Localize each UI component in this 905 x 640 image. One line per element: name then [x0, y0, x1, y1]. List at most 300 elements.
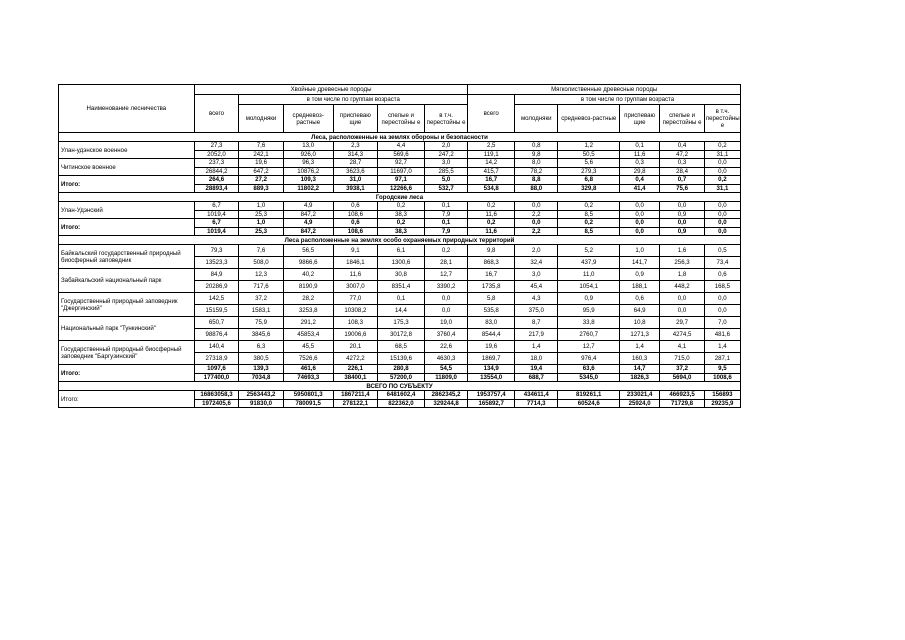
cell-area: 16863058,3	[194, 391, 239, 400]
cell-area: 12,3	[239, 269, 284, 281]
cell-volume: 287,1	[704, 353, 740, 365]
cell-area: 0,2	[704, 142, 740, 151]
cell-volume: 47,2	[660, 150, 705, 159]
section-title-row	[59, 236, 741, 245]
cell-volume: 7526,6	[283, 353, 333, 365]
cell-area: 6,8	[558, 176, 620, 185]
forest-stock-table-sheet	[58, 84, 741, 408]
cell-area: 12,7	[558, 341, 620, 353]
header-conif-ripe: спелые и перестойны е	[378, 105, 425, 133]
table-row	[59, 391, 741, 400]
cell-area: 19,0	[424, 317, 468, 329]
table-row	[59, 269, 741, 281]
cell-area: 109,3	[283, 176, 333, 185]
cell-volume: 7034,8	[239, 373, 284, 382]
cell-volume: 1008,6	[704, 373, 740, 382]
cell-volume: 976,4	[558, 353, 620, 365]
cell-volume: 1054,1	[558, 281, 620, 293]
cell-area: 0,2	[558, 202, 620, 211]
cell-volume: 20286,9	[194, 281, 239, 293]
cell-volume: 64,9	[619, 305, 659, 317]
cell-volume: 1019,4	[194, 210, 239, 219]
table-row	[59, 142, 741, 151]
cell-area: 0,0	[619, 202, 659, 211]
cell-area: 92,7	[378, 159, 425, 168]
cell-volume: 1300,6	[378, 257, 425, 269]
cell-volume: 329244,8	[424, 399, 468, 408]
table-row	[59, 365, 741, 374]
cell-volume: 25924,0	[619, 399, 659, 408]
cell-volume: 8,5	[558, 227, 620, 236]
cell-area: 280,8	[378, 365, 425, 374]
cell-area: 14,7	[619, 365, 659, 374]
cell-volume: 0,0	[424, 305, 468, 317]
cell-area: 0,3	[619, 159, 659, 168]
cell-area: 226,1	[333, 365, 378, 374]
cell-volume: 45853,4	[283, 329, 333, 341]
cell-area: 1,0	[239, 202, 284, 211]
cell-volume: 15159,5	[194, 305, 239, 317]
cell-volume: 11802,2	[283, 184, 333, 193]
cell-area: 0,6	[619, 293, 659, 305]
cell-volume: 7,9	[424, 227, 468, 236]
cell-area: 233021,4	[619, 391, 659, 400]
cell-volume: 91830,0	[239, 399, 284, 408]
cell-volume: 31,1	[704, 150, 740, 159]
cell-volume: 25,3	[239, 227, 284, 236]
cell-area: 96,3	[283, 159, 333, 168]
cell-area: 1,4	[704, 341, 740, 353]
cell-area: 108,3	[333, 317, 378, 329]
cell-volume: 3253,8	[283, 305, 333, 317]
cell-area: 6481602,4	[378, 391, 425, 400]
cell-area: 1097,6	[194, 365, 239, 374]
cell-area: 54,5	[424, 365, 468, 374]
cell-volume: 3623,6	[333, 167, 378, 176]
cell-volume: 141,7	[619, 257, 659, 269]
cell-volume: 247,2	[424, 150, 468, 159]
cell-area: 0,6	[333, 202, 378, 211]
cell-area: 0,9	[619, 269, 659, 281]
cell-volume: 532,7	[424, 184, 468, 193]
cell-volume: 0,9	[660, 210, 705, 219]
cell-area: 13,0	[283, 142, 333, 151]
cell-volume: 10308,2	[333, 305, 378, 317]
cell-volume: 8351,4	[378, 281, 425, 293]
cell-area: 140,4	[194, 341, 239, 353]
cell-area: 0,0	[515, 202, 558, 211]
table-row	[59, 159, 741, 168]
header-soft-incl: в т.ч. перестойны е	[704, 105, 740, 133]
cell-volume: 0,0	[704, 227, 740, 236]
cell-volume: 278122,1	[333, 399, 378, 408]
cell-volume: 1972405,6	[194, 399, 239, 408]
cell-area: 0,2	[378, 202, 425, 211]
cell-volume: 9,8	[515, 150, 558, 159]
cell-area: 0,7	[660, 176, 705, 185]
cell-area: 0,3	[660, 159, 705, 168]
cell-volume: 71729,8	[660, 399, 705, 408]
cell-volume: 217,9	[515, 329, 558, 341]
cell-area: 466923,5	[660, 391, 705, 400]
header-soft-total: всего	[468, 95, 515, 133]
cell-volume: 74693,3	[283, 373, 333, 382]
section-title-row	[59, 382, 741, 391]
cell-area: 0,0	[704, 293, 740, 305]
cell-volume: 1019,4	[194, 227, 239, 236]
cell-volume: 75,6	[660, 184, 705, 193]
cell-volume: 30172,8	[378, 329, 425, 341]
forestry-name: Читинское военное	[59, 159, 195, 176]
cell-volume: 5345,0	[558, 373, 620, 382]
cell-area: 2862345,2	[424, 391, 468, 400]
cell-area: 0,5	[704, 245, 740, 257]
cell-area: 4,9	[283, 202, 333, 211]
cell-volume: 28,1	[424, 257, 468, 269]
cell-volume: 7,9	[424, 210, 468, 219]
cell-volume: 28893,4	[194, 184, 239, 193]
cell-area: 0,1	[424, 219, 468, 228]
cell-area: 156893	[704, 391, 740, 400]
cell-volume: 508,0	[239, 257, 284, 269]
cell-area: 9,5	[704, 365, 740, 374]
cell-area: 142,5	[194, 293, 239, 305]
cell-area: 33,8	[558, 317, 620, 329]
cell-area: 1867211,4	[333, 391, 378, 400]
cell-area: 0,0	[619, 219, 659, 228]
header-softleaved: Мягколиственные древесные породы	[468, 85, 741, 95]
cell-area: 4,4	[378, 142, 425, 151]
cell-area: 16,7	[468, 269, 515, 281]
table-header	[59, 85, 741, 133]
cell-volume: 822362,0	[378, 399, 425, 408]
cell-volume: 1846,1	[333, 257, 378, 269]
cell-area: 0,4	[660, 142, 705, 151]
cell-volume: 8,5	[558, 210, 620, 219]
forestry-name: Национальный парк "Тункинский"	[59, 317, 195, 341]
section-title-row	[59, 133, 741, 142]
cell-area: 0,2	[558, 219, 620, 228]
cell-area: 8,8	[515, 176, 558, 185]
cell-area: 83,0	[468, 317, 515, 329]
cell-area: 1,8	[660, 269, 705, 281]
cell-area: 45,5	[283, 341, 333, 353]
cell-volume: 314,3	[333, 150, 378, 159]
cell-volume: 0,0	[704, 210, 740, 219]
cell-area: 11,6	[333, 269, 378, 281]
cell-volume: 108,6	[333, 210, 378, 219]
cell-area: 650,7	[194, 317, 239, 329]
cell-area: 1,0	[619, 245, 659, 257]
cell-volume: 285,5	[424, 167, 468, 176]
cell-volume: 38,3	[378, 227, 425, 236]
cell-volume: 375,0	[515, 305, 558, 317]
cell-area: 0,2	[468, 202, 515, 211]
cell-area: 79,3	[194, 245, 239, 257]
cell-area: 28,7	[333, 159, 378, 168]
cell-volume: 717,6	[239, 281, 284, 293]
cell-area: 2,0	[424, 142, 468, 151]
cell-area: 0,6	[333, 219, 378, 228]
cell-area: 7,6	[239, 142, 284, 151]
cell-area: 264,6	[194, 176, 239, 185]
table-body	[59, 133, 741, 408]
cell-volume: 8544,4	[468, 329, 515, 341]
cell-area: 8,7	[515, 317, 558, 329]
cell-volume: 3760,4	[424, 329, 468, 341]
cell-volume: 3845,6	[239, 329, 284, 341]
cell-area: 6,1	[378, 245, 425, 257]
table-row	[59, 202, 741, 211]
cell-volume: 29235,9	[704, 399, 740, 408]
cell-area: 97,1	[378, 176, 425, 185]
cell-area: 4,1	[660, 341, 705, 353]
cell-volume: 868,3	[468, 257, 515, 269]
cell-area: 9,8	[468, 245, 515, 257]
cell-area: 1,2	[558, 142, 620, 151]
cell-area: 0,2	[468, 219, 515, 228]
header-conif-middle: средневоз-растные	[283, 105, 333, 133]
cell-area: 40,2	[283, 269, 333, 281]
cell-volume: 13554,0	[468, 373, 515, 382]
cell-area: 20,1	[333, 341, 378, 353]
cell-area: 819261,1	[558, 391, 620, 400]
cell-volume: 38400,1	[333, 373, 378, 382]
cell-volume: 13523,3	[194, 257, 239, 269]
forestry-name: Государственный природный биосферный заповедник "Баргузинский"	[59, 341, 195, 365]
cell-volume: 3007,0	[333, 281, 378, 293]
cell-area: 6,7	[194, 202, 239, 211]
cell-volume: 31,1	[704, 184, 740, 193]
cell-area: 175,3	[378, 317, 425, 329]
cell-area: 10,8	[619, 317, 659, 329]
cell-area: 0,6	[704, 269, 740, 281]
cell-area: 75,9	[239, 317, 284, 329]
forestry-name: Улан-удэнское военное	[59, 142, 195, 159]
cell-volume: 242,1	[239, 150, 284, 159]
cell-area: 30,8	[378, 269, 425, 281]
cell-volume: 165892,7	[468, 399, 515, 408]
header-conif-total: всего	[194, 95, 239, 133]
section-title: Леса, расположенные на землях обороны и безопасности	[59, 133, 741, 142]
cell-volume: 10876,2	[283, 167, 333, 176]
header-name-col: Наименование лесничества	[59, 85, 195, 133]
cell-volume: 2,2	[515, 227, 558, 236]
cell-volume: 1271,3	[619, 329, 659, 341]
cell-area: 0,1	[619, 142, 659, 151]
header-conif-incl: в т.ч. перестойны е	[424, 105, 468, 133]
cell-area: 0,4	[619, 176, 659, 185]
cell-area: 134,9	[468, 365, 515, 374]
cell-area: 0,0	[660, 202, 705, 211]
cell-area: 0,0	[515, 219, 558, 228]
cell-area: 84,9	[194, 269, 239, 281]
cell-area: 3,0	[515, 269, 558, 281]
table-row	[59, 341, 741, 353]
cell-volume: 847,2	[283, 227, 333, 236]
header-coniferous: Хвойные древесные породы	[194, 85, 468, 95]
header-soft-ripe: спелые и перестойны е	[660, 105, 705, 133]
cell-volume: 88,0	[515, 184, 558, 193]
cell-area: 7,0	[704, 317, 740, 329]
cell-area: 5,2	[558, 245, 620, 257]
table-row	[59, 317, 741, 329]
cell-volume: 57200,0	[378, 373, 425, 382]
cell-area: 0,2	[704, 176, 740, 185]
cell-volume: 78,2	[515, 167, 558, 176]
section-title: Леса расположенные на землях особо охраняемых природных территорий	[59, 236, 741, 245]
cell-volume: 0,0	[704, 167, 740, 176]
cell-volume: 26844,2	[194, 167, 239, 176]
cell-volume: 5694,0	[660, 373, 705, 382]
cell-area: 291,2	[283, 317, 333, 329]
cell-area: 5950801,3	[283, 391, 333, 400]
table-row	[59, 176, 741, 185]
cell-volume: 12266,6	[378, 184, 425, 193]
cell-area: 37,2	[660, 365, 705, 374]
cell-volume: 15139,6	[378, 353, 425, 365]
cell-volume: 18,0	[515, 353, 558, 365]
cell-volume: 11697,0	[378, 167, 425, 176]
cell-area: 14,2	[468, 159, 515, 168]
cell-area: 27,2	[239, 176, 284, 185]
cell-volume: 1583,1	[239, 305, 284, 317]
cell-volume: 160,3	[619, 353, 659, 365]
cell-volume: 3938,1	[333, 184, 378, 193]
cell-volume: 534,8	[468, 184, 515, 193]
cell-area: 6,7	[194, 219, 239, 228]
cell-volume: 60524,6	[558, 399, 620, 408]
forestry-name: Забайкальский национальный парк	[59, 269, 195, 293]
cell-volume: 329,8	[558, 184, 620, 193]
header-conif-maturing: приспеваю щие	[333, 105, 378, 133]
header-conif-by-age: в том числе по группам возраста	[239, 95, 468, 105]
cell-area: 0,0	[424, 293, 468, 305]
cell-volume: 0,0	[660, 305, 705, 317]
cell-area: 0,0	[660, 293, 705, 305]
header-soft-maturing: приспеваю щие	[619, 105, 659, 133]
cell-area: 63,6	[558, 365, 620, 374]
cell-volume: 25,3	[239, 210, 284, 219]
cell-area: 9,1	[333, 245, 378, 257]
cell-volume: 73,4	[704, 257, 740, 269]
forestry-name: Итого:	[59, 391, 195, 408]
cell-volume: 1826,3	[619, 373, 659, 382]
cell-area: 0,0	[660, 219, 705, 228]
cell-volume: 11,6	[619, 150, 659, 159]
cell-volume: 2760,7	[558, 329, 620, 341]
cell-area: 7,6	[239, 245, 284, 257]
cell-area: 77,0	[333, 293, 378, 305]
cell-volume: 0,9	[660, 227, 705, 236]
forestry-name: Государственный природный заповедник "Джергинский"	[59, 293, 195, 317]
cell-area: 2,5	[468, 142, 515, 151]
cell-volume: 28,4	[660, 167, 705, 176]
cell-volume: 1735,8	[468, 281, 515, 293]
cell-area: 6,3	[239, 341, 284, 353]
cell-volume: 2,2	[515, 210, 558, 219]
cell-volume: 2052,0	[194, 150, 239, 159]
cell-volume: 29,8	[619, 167, 659, 176]
cell-area: 0,1	[378, 293, 425, 305]
cell-volume: 715,0	[660, 353, 705, 365]
cell-volume: 481,6	[704, 329, 740, 341]
forestry-name: Байкальский государственный природный биосферный заповедник	[59, 245, 195, 269]
cell-volume: 19006,6	[333, 329, 378, 341]
cell-volume: 0,0	[704, 305, 740, 317]
cell-area: 22,6	[424, 341, 468, 353]
cell-volume: 50,5	[558, 150, 620, 159]
cell-volume: 177400,0	[194, 373, 239, 382]
header-conif-young: молодняки	[239, 105, 284, 133]
cell-area: 3,0	[424, 159, 468, 168]
cell-area: 0,8	[515, 142, 558, 151]
cell-area: 4,9	[283, 219, 333, 228]
table-row	[59, 219, 741, 228]
forestry-name: Итого:	[59, 176, 195, 193]
cell-volume: 32,4	[515, 257, 558, 269]
cell-area: 1953757,4	[468, 391, 515, 400]
cell-area: 461,6	[283, 365, 333, 374]
cell-area: 31,0	[333, 176, 378, 185]
cell-volume: 8190,9	[283, 281, 333, 293]
cell-volume: 4630,3	[424, 353, 468, 365]
cell-area: 0,0	[704, 202, 740, 211]
cell-area: 2,3	[333, 142, 378, 151]
cell-volume: 0,0	[619, 227, 659, 236]
cell-volume: 7714,3	[515, 399, 558, 408]
forestry-name: Итого:	[59, 219, 195, 236]
cell-area: 28,2	[283, 293, 333, 305]
section-title: ВСЕГО ПО СУБЪЕКТУ	[59, 382, 741, 391]
cell-area: 0,2	[424, 245, 468, 257]
cell-volume: 1869,7	[468, 353, 515, 365]
cell-volume: 168,5	[704, 281, 740, 293]
cell-volume: 27318,9	[194, 353, 239, 365]
cell-area: 0,0	[704, 219, 740, 228]
header-soft-middle: средневоз-растные	[558, 105, 620, 133]
cell-area: 12,7	[424, 269, 468, 281]
cell-area: 68,5	[378, 341, 425, 353]
cell-area: 27,3	[194, 142, 239, 151]
cell-area: 434611,4	[515, 391, 558, 400]
cell-volume: 38,3	[378, 210, 425, 219]
cell-area: 4,3	[515, 293, 558, 305]
cell-area: 2563443,2	[239, 391, 284, 400]
cell-area: 1,4	[619, 341, 659, 353]
cell-volume: 14,4	[378, 305, 425, 317]
cell-area: 139,3	[239, 365, 284, 374]
cell-area: 0,0	[704, 159, 740, 168]
cell-volume: 926,0	[283, 150, 333, 159]
cell-area: 0,1	[424, 202, 468, 211]
cell-volume: 45,4	[515, 281, 558, 293]
cell-volume: 256,3	[660, 257, 705, 269]
section-title-row	[59, 193, 741, 202]
cell-area: 5,6	[558, 159, 620, 168]
cell-volume: 889,3	[239, 184, 284, 193]
cell-volume: 535,8	[468, 305, 515, 317]
cell-volume: 0,0	[619, 210, 659, 219]
forestry-name: Улан-Удэнский	[59, 202, 195, 219]
cell-volume: 11,6	[468, 210, 515, 219]
cell-volume: 279,3	[558, 167, 620, 176]
forestry-name: Итого:	[59, 365, 195, 382]
cell-area: 237,3	[194, 159, 239, 168]
cell-volume: 448,2	[660, 281, 705, 293]
cell-volume: 780091,5	[283, 399, 333, 408]
cell-volume: 847,2	[283, 210, 333, 219]
